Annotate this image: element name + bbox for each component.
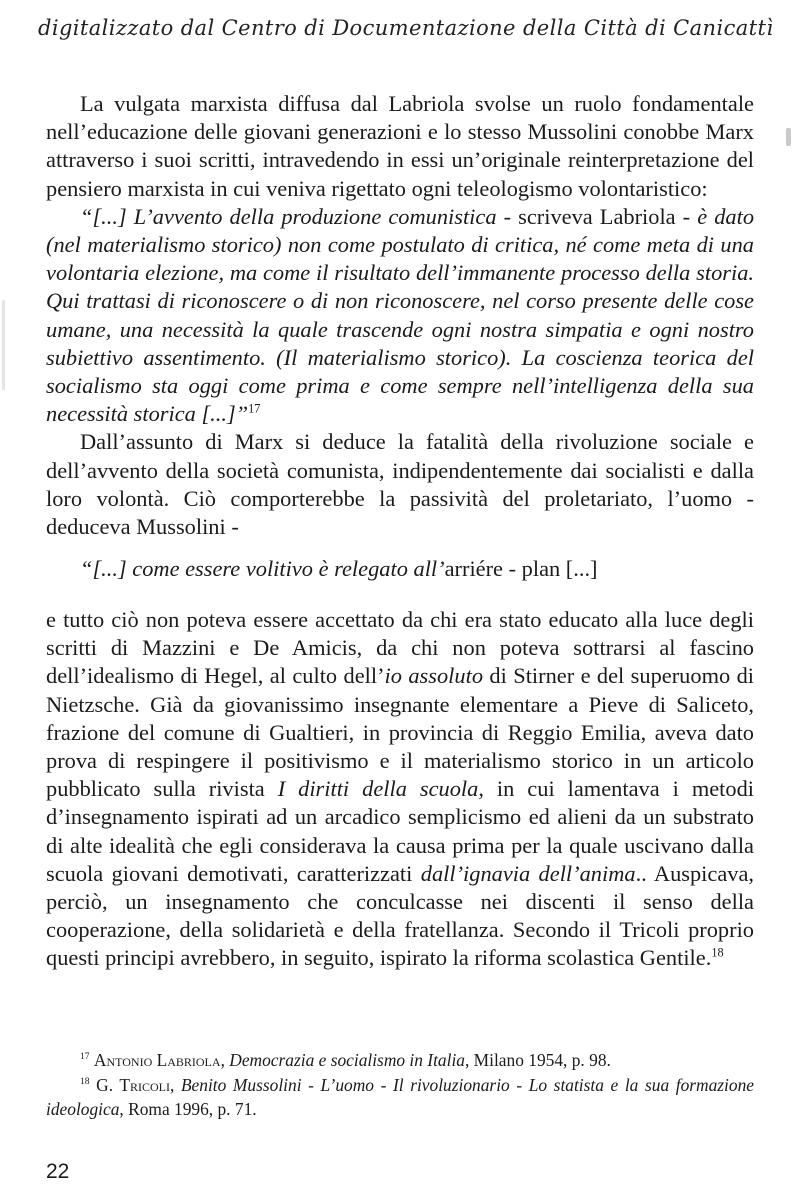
- footnote-title: Democrazia e socialismo in Italia: [229, 1050, 465, 1070]
- paragraph-segment: .. Auspicava, perciò, un insegnamento che conculcasse nei discenti il senso della cooperazione, della solidarietà e della fratellanza. Secondo il Tricoli proprio questi principi avrebbero, in seguito, ispirato la riforma scolastica Gentile.: [46, 860, 754, 971]
- digitization-watermark: digitalizzato dal Centro di Documentazione della Città di Canicattì: [38, 16, 774, 40]
- paragraph-mussolini: [46, 606, 754, 973]
- footnote-number: 17: [80, 1051, 90, 1063]
- paragraph-labriola: La vulgata marxista diffusa dal Labriola svolse un ruolo fondamentale nell’educazione delle giovani generazioni e lo stesso Mussolini conobbe Marx attraverso i suoi scritti, intravedendo in essi un’originale reinterpretazione del pensiero marxista in cui veniva rigettato ogni teleologismo volontaristico:: [46, 91, 754, 201]
- quote-italic-start: “[...] L’avvento della produzione comunistica: [80, 203, 497, 229]
- quote-labriola: [46, 203, 754, 429]
- footnote-17: $^{17}$ Antonio Labriola, Democrazia e socialismo in Italia, Milano 1954, p. 98.: [80, 1050, 611, 1070]
- paragraph-marx: Dall’assunto di Marx si deduce la fatalità della rivoluzione sociale e dell’avvento della società comunista, indipendentemente dai socialisti e dalla loro volontà. Ciò comporterebbe la passività del proletariato, l’uomo - deduceva Mussolini -: [46, 429, 754, 540]
- footnote-details: , Milano 1954, p. 98.: [464, 1050, 611, 1070]
- quote-mussolini: [46, 555, 754, 583]
- emphasis-io-assoluto: io assoluto: [384, 663, 484, 689]
- footnote-number: 18: [80, 1075, 90, 1087]
- footnote-author: G. Tricoli: [96, 1074, 170, 1095]
- quote-mussolini-roman: arriére - plan [...]: [444, 556, 598, 582]
- footnote-ref-18: 18: [711, 945, 724, 960]
- quote-attribution: - scriveva Labriola -: [496, 203, 698, 229]
- page-number: 22: [46, 1160, 70, 1183]
- quote-mussolini-italic: “[...] come essere volitivo è relegato all’: [80, 556, 445, 582]
- scan-artifact: [786, 128, 791, 146]
- footnote-author: Antonio Labriola: [93, 1050, 221, 1070]
- body-text-upper: [46, 90, 754, 583]
- emphasis-ignavia: dall’ignavia dell’anima: [420, 860, 636, 886]
- footnote-18: $^{18}$ G. Tricoli, Benito Mussolini - L’uomo - Il rivoluzionario - Lo statista e la sua formazione ideologica, Roma 1996, p. 71.: [46, 1074, 754, 1119]
- journal-title: I diritti della scuola: [277, 776, 479, 802]
- paragraph-segment: e tutto ciò non poteva essere accettato da chi era stato educato alla luce degli scritti di Mazzini e De Amicis, da chi non poteva sottrarsi al fascino dell’idealismo di Hegel, al culto dell’: [46, 607, 754, 689]
- scan-artifact: [2, 300, 5, 390]
- footnote-title: Benito Mussolini - L’uomo - Il rivoluzionario - Lo statista e la sua formazione ideologica: [46, 1074, 754, 1119]
- paragraph-segment: , in cui lamentava i metodi d’insegnamento ispirati ad un arcadico semplicismo ed alieni da un substrato di alte idealità che egli considerava la causa prima per la quale uscivano dalla scuola giovani demotivati, caratterizzati: [46, 776, 755, 886]
- paragraph-segment: di Stirner e del superuomo di Nietzsche. Già da giovanissimo insegnante elementare a Pieve di Saliceto, frazione del comune di Gualtieri, in provincia di Reggio Emilia, aveva dato prova di respingere il positivismo e il materialismo storico in un articolo pubblicato sulla rivista: [46, 663, 754, 802]
- body-text-lower: [46, 606, 754, 973]
- quote-italic-body: è dato (nel materialismo storico) non come postulato di critica, né come meta di una volontaria elezione, ma come il risultato dell’immanente processo della storia. Qui trattasi di riconoscere o di non riconoscere, nel corso presente delle cose umane, una necessità la quale trascende ogni nostra simpatia e ogni nostro subiettivo assentimento. (Il materialismo storico). La coscienza teorica del socialismo sta oggi come prima e come sempre nell’intelligenza della sua necessità storica [...]”: [46, 203, 755, 427]
- footnote-ref-17: 17: [248, 401, 261, 416]
- footnote-details: , Roma 1996, p. 71.: [119, 1099, 257, 1119]
- footnotes: [46, 1048, 754, 1122]
